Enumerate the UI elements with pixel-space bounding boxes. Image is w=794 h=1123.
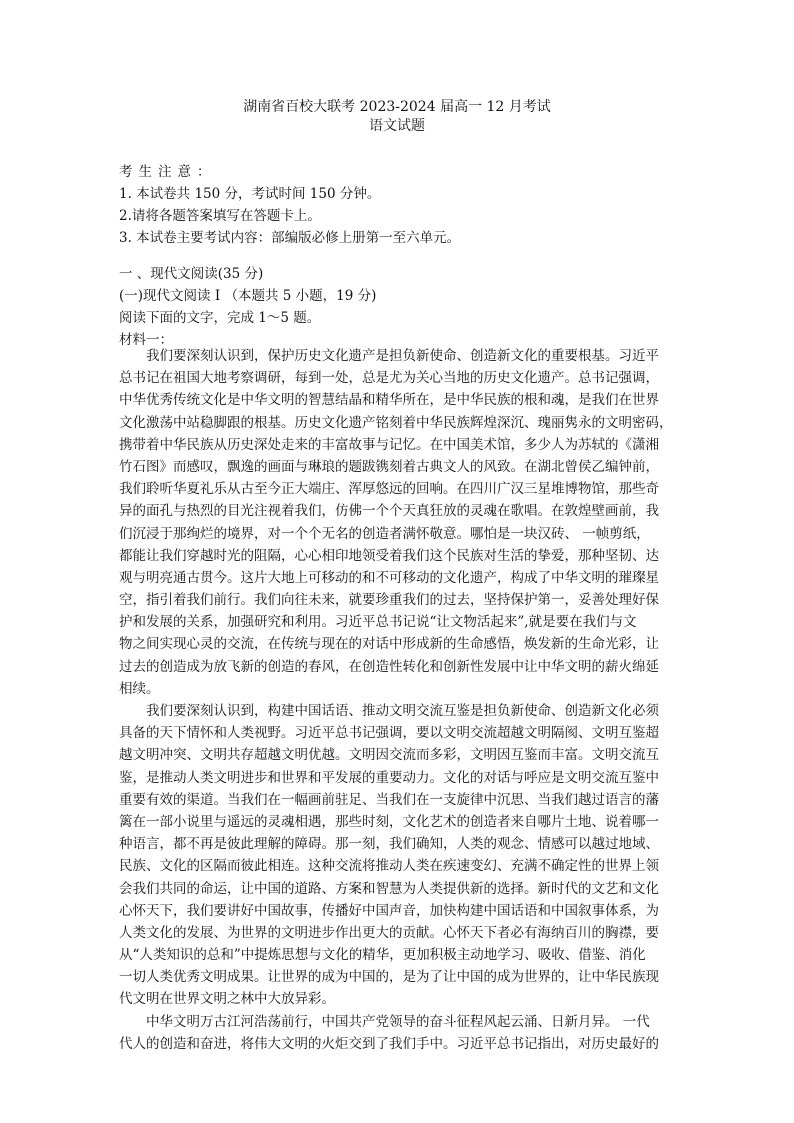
title-block [0,98,794,136]
passage-line: 空，指引着我们前行。我们向往未来，就要珍重我们的过去，坚持保护第一，妥善处理好保 [119,592,659,609]
passage-line: 代人的创造和奋进，将伟大文明的火炬交到了我们手中。习近平总书记指出，对历史最好的 [119,1035,659,1052]
passage-line: 民族、文化的区隔而彼此相连。这种交流将推动人类在疾速变幻、充满不确定性的世界上领 [119,858,659,875]
notice-heading: 考生注意： [119,164,217,180]
passage-line: 鉴，是推动人类文明进步和世界和平发展的重要动力。文化的对话与呼应是文明交流互鉴中 [119,769,659,786]
passage-line: 物之间实现心灵的交流，在传统与现在的对话中形成新的生命感悟，焕发新的生命光彩，让 [119,636,659,653]
passage-line: 携带着中华民族从历史深处走来的丰富故事与记忆。在中国美术馆，多少人为苏轼的《潇湘 [119,436,659,453]
passage-line: 我们要深刻认识到，保护历史文化遗产是担负新使命、创造新文化的重要根基。习近平 [146,348,659,364]
passage-line: 总书记在祖国大地考察调研，每到一处，总是尤为关心当地的历史文化遗产。总书记强调， [119,370,659,387]
passage-line: 具备的天下情怀和人类视野。习近平总书记强调，要以文明交流超越文明隔阂、文明互鉴超 [119,725,659,742]
passage-line: 我们聆听华夏礼乐从古至今正大端庄、浑厚悠远的回响。在四川广汉三星堆博物馆，那些奇 [119,481,659,498]
passage-line: 观与明亮通古贯今。这片大地上可移动的和不可移动的文化遗产，构成了中华文明的璀璨星 [119,569,659,586]
notice-item: 1. 本试卷共 150 分，考试时间 150 分钟。 [119,186,381,202]
material-label: 材料一： [119,332,173,348]
exam-title: 湖南省百校大联考 2023-2024 届高一 12 月考试 [243,99,551,115]
exam-subtitle: 语文试题 [369,118,425,134]
notice-item: 3. 本试卷主要考试内容：部编版必修上册第一至六单元。 [119,230,461,246]
reading-passage [119,345,679,1055]
notice-item: 2.请将各题答案填写在答题卡上。 [119,208,321,224]
passage-line: 一切人类优秀文明成果。让世界的成为中国的，是为了让中国的成为世界的，让中华民族现 [119,969,659,986]
passage-line: 越文明冲突、文明共存超越文明优越。文明因交流而多彩，文明因互鉴而丰富。文明交流互 [119,747,659,764]
passage-line: 中华优秀传统文化是中华文明的智慧结晶和精华所在，是中华民族的根和魂，是我们在世界 [119,392,659,409]
passage-line: 重要有效的渠道。当我们在一幅画前驻足、当我们在一支旋律中沉思、当我们越过语言的藩 [119,791,659,808]
passage-line: 相续。 [119,680,160,697]
exam-notice [119,161,679,249]
passage-line: 人类文化的发展、为世界的文明进步作出更大的贡献。心怀天下者必有海纳百川的胸襟，要 [119,924,659,941]
section-instruction: 阅读下面的文字，完成 1～5 题。 [119,310,321,326]
passage-line: 种语言，都不再是彼此理解的障碍。那一刻，我们确知，人类的观念、情感可以越过地域、 [119,836,659,853]
section-part-title: 一 、现代文阅读(35 分) [119,266,264,282]
passage-line: 护和发展的关系，加强研究和利用。习近平总书记说“让文物活起来”,就是要在我们与文 [119,614,637,631]
passage-line: 过去的创造成为放飞新的创造的春风，在创造性转化和创新性发展中让中华文明的薪火绵延 [119,658,659,675]
passage-line: 都能让我们穿越时光的阻隔，心心相印地领受着我们这个民族对生活的挚爱，那种坚韧、达 [119,547,659,564]
passage-line: 心怀天下，我们要讲好中国故事，传播好中国声音，加快构建中国话语和中国叙事体系，为 [119,902,659,919]
passage-line: 篱在一部小说里与遥远的灵魂相遇，那些时刻，文化艺术的创造者来自哪片土地、说着哪一 [119,813,659,830]
section-sub-title: (一)现代文阅读 I （本题共 5 小题，19 分) [119,288,377,304]
passage-line: 异的面孔与热烈的目光注视着我们，仿佛一个个天真狂放的灵魂在歌唱。在敦煌壁画前，我 [119,503,659,520]
passage-line: 代文明在世界文明之林中大放异彩。 [119,991,335,1008]
passage-line: 们沉浸于那绚烂的境界，对一个个无名的创造者满怀敬意。哪怕是一块汉砖、 一帧剪纸， [119,525,650,542]
passage-line: 从“人类知识的总和”中提炼思想与文化的精华，更加积极主动地学习、吸收、借鉴、消化 [119,947,646,964]
section-header [119,263,679,351]
passage-line: 文化激荡中站稳脚跟的根基。历史文化遗产铭刻着中华民族辉煌深沉、瑰丽隽永的文明密码， [119,414,673,431]
passage-line: 会我们共同的命运，让中国的道路、方案和智慧为人类提供新的选择。新时代的文艺和文化 [119,880,659,897]
passage-line: 竹石图》而感叹，飘逸的画面与琳琅的题跋镌刻着古典文人的风致。在湖北曾侯乙编钟前， [119,458,659,475]
passage-line: 中华文明万古江河浩荡前行，中国共产党领导的奋斗征程风起云涌、日新月异。 一代 [146,1013,650,1030]
passage-line: 我们要深刻认识到，构建中国话语、推动文明交流互鉴是担负新使命、创造新文化必须 [146,703,659,719]
